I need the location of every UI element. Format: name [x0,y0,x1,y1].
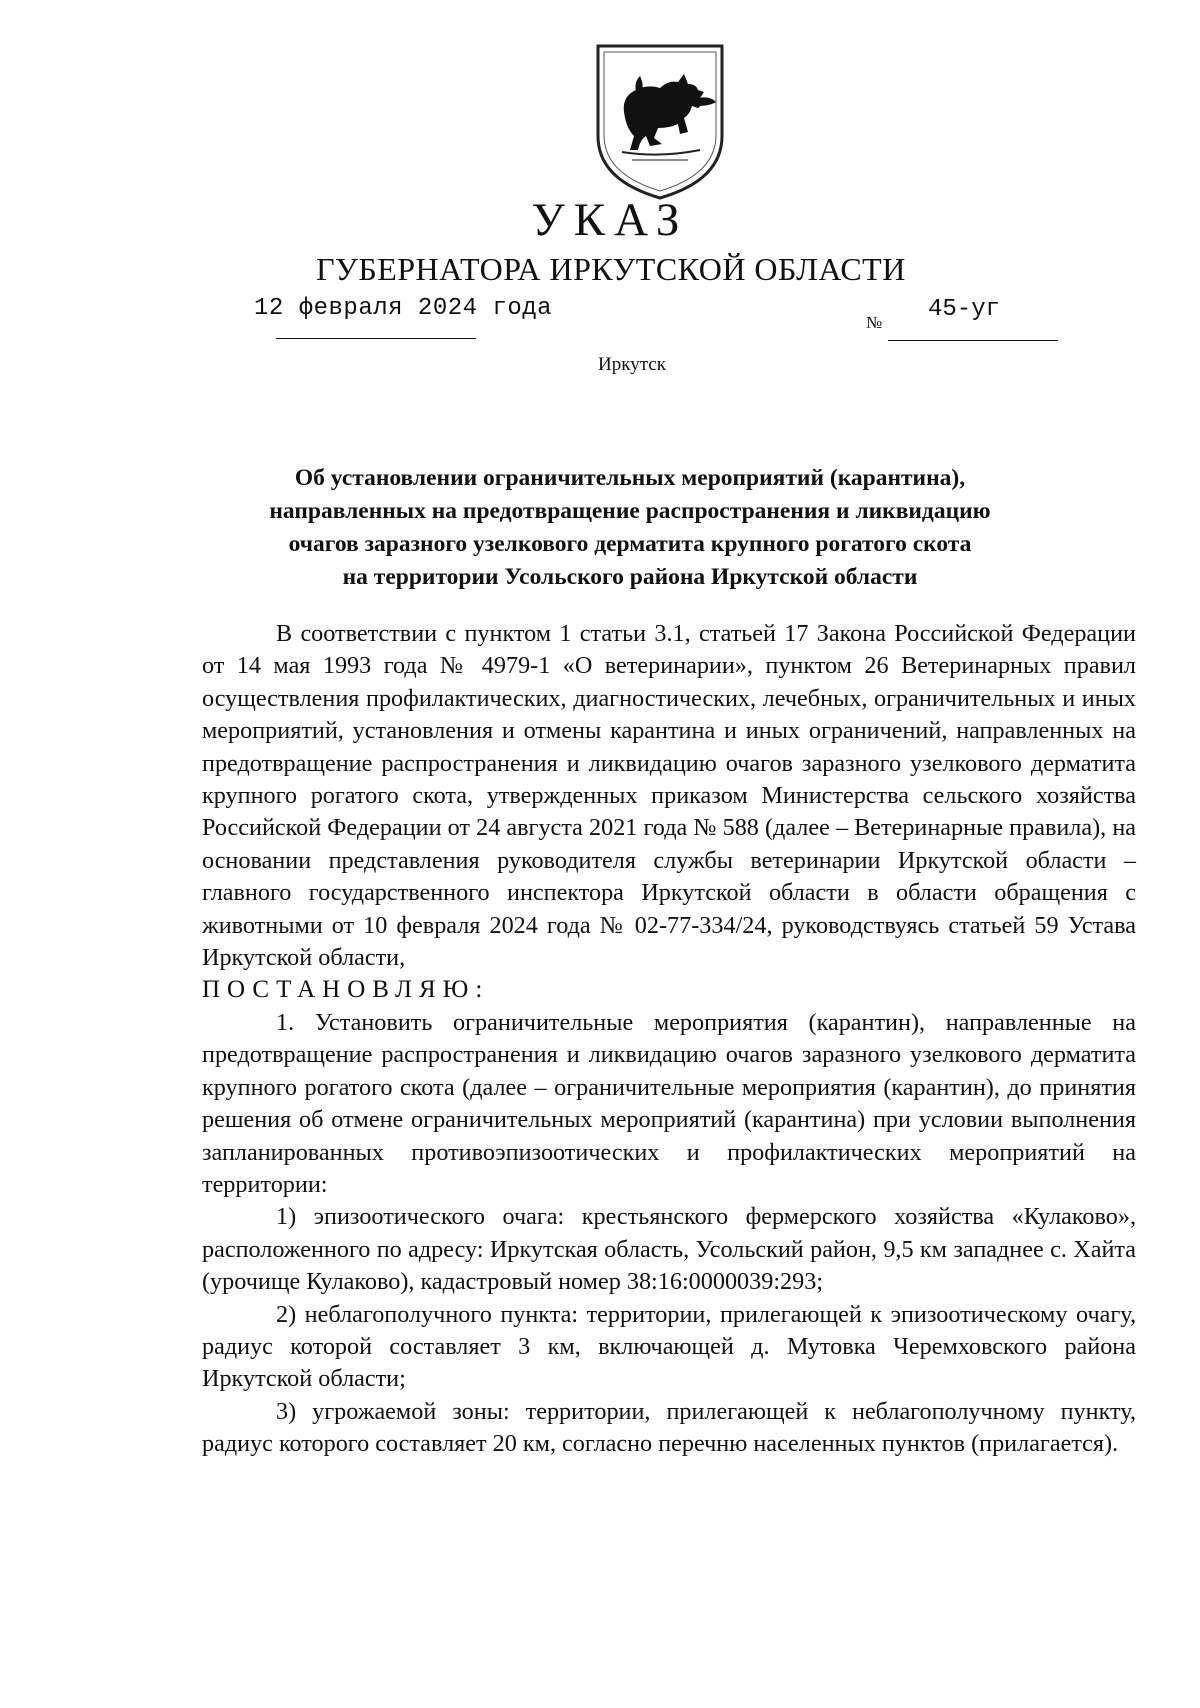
document-body [202,618,1136,1461]
subitem-3-paragraph: 3) угрожаемой зоны: территории, прилегающей к неблагополучному пункту, радиус которого составляет 20 км, согласно перечню населенных пунктов (прилагается). [202,1397,1136,1458]
title-line: направленных на предотвращение распространения и ликвидацию [269,498,991,524]
number-underline [888,340,1058,341]
date-underline [276,338,476,339]
document-date: 12 февраля 2024 года [254,295,553,322]
issuer-heading: ГУБЕРНАТОРА ИРКУТСКОЙ ОБЛАСТИ [316,251,906,287]
irkutsk-coat-of-arms-icon [592,40,728,202]
subitem-2-paragraph: 2) неблагополучного пункта: территории, прилегающей к эпизоотическому очагу, радиус которой составляет 3 км, включающей д. Мутовка Черемховского района Иркутской области; [202,1300,1136,1393]
resolve-word: ПОСТАНОВЛЯЮ: [202,976,490,1004]
issue-city: Иркутск [598,354,666,375]
preamble-paragraph: В соответствии с пунктом 1 статьи 3.1, статьей 17 Закона Российской Федерации от 14 мая 1993 года № 4979-1 «О ветеринарии», пунктом 26 Ветеринарных правил осуществления профилактических, диагностических, лечебных, ограничительных и иных мероприятий, установления и отмены карантина и иных ограничений, направленных на предотвращение распространения и ликвидацию очагов заразного узелкового дерматита крупного рогатого скота, утвержденных приказом Министерства сельского хозяйства Российской Федерации от 24 августа 2021 года № 588 (далее – Ветеринарные правила), на основании представления руководителя службы ветеринарии Иркутской области – главного государственного инспектора Иркутской области в области обращения с животными от 10 февраля 2024 года № 02-77-334/24, руководствуясь статьей 59 Устава Иркутской области, [202,620,1136,972]
item-1-paragraph: 1. Установить ограничительные мероприятия (карантин), направленные на предотвращение распространения и ликвидацию очагов заразного узелкового дерматита крупного рогатого скота (далее – ограничительные мероприятия (карантин), до принятия решения об отмене ограничительных мероприятий (карантина) при условии выполнения запланированных противоэпизоотических и профилактических мероприятий на территории: [202,1008,1136,1198]
title-line: очагов заразного узелкового дерматита крупного рогатого скота [288,531,972,557]
document-type-heading: УКАЗ [531,194,689,246]
subitem-1-paragraph: 1) эпизоотического очага: крестьянского фермерского хозяйства «Кулаково», расположенного по адресу: Иркутская область, Усольский район, 9,5 км западнее с. Хайта (урочище Кулаково), кадастровый номер 38:16:0000039:293; [202,1203,1136,1296]
title-line: на территории Усольского района Иркутской области [342,564,918,590]
title-line: Об установлении ограничительных мероприятий (карантина), [294,465,966,491]
number-sign: № [866,313,883,332]
document-number: 45-уг [928,296,1001,323]
document-title [200,462,1060,594]
